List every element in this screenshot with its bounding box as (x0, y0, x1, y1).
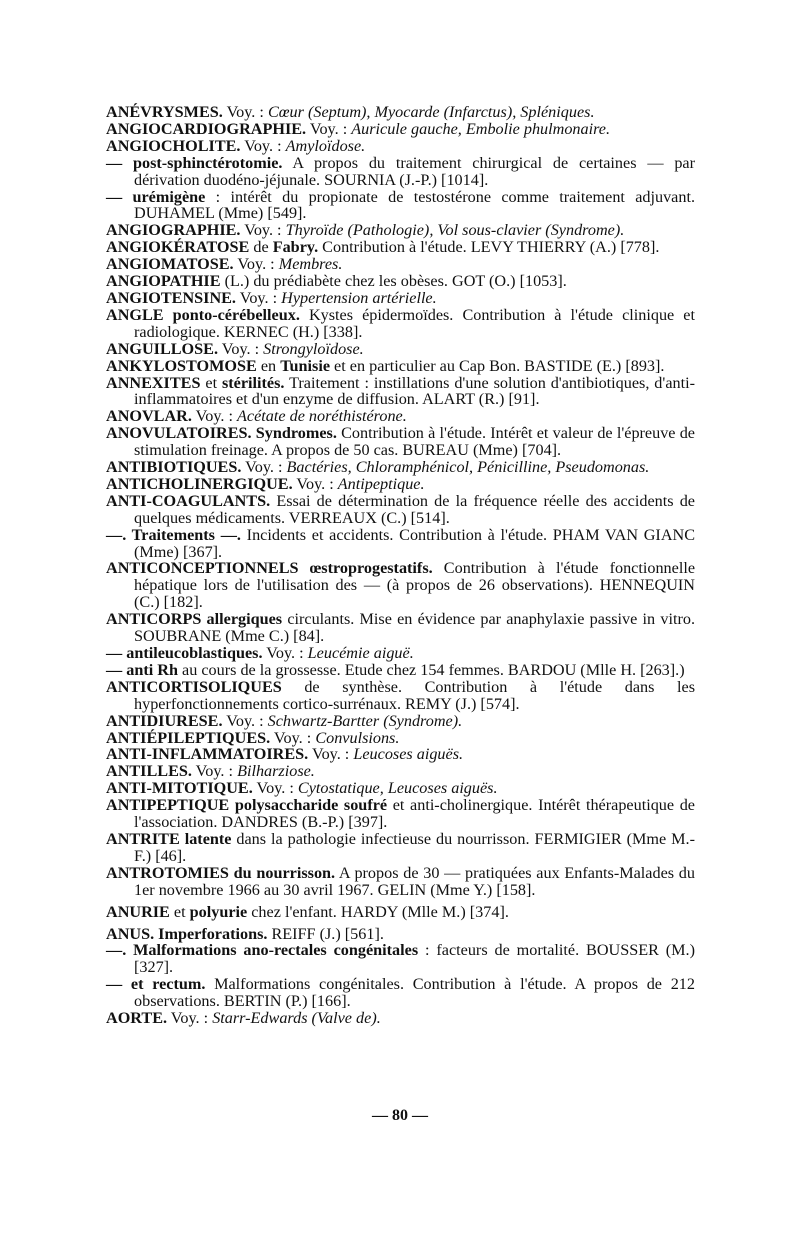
page-number: — 80 — (372, 1107, 428, 1124)
entry-headword: ANTI-MITOTIQUE. (106, 779, 253, 798)
entry-headword: ANTI-COAGULANTS. (106, 491, 271, 510)
entry-subheadword: stérilités. (221, 373, 285, 392)
index-entry (106, 713, 695, 730)
entry-headword: ANTIPEPTIQUE polysaccharide soufré (106, 796, 388, 815)
entry-headword: —. Traitements —. (106, 525, 241, 544)
index-entry (106, 560, 695, 611)
index-entry (106, 358, 695, 375)
index-entry (106, 273, 695, 290)
entry-text: Kystes épidermoïdes. Contribution à l'étude clinique et radiologique. KERNEC (H.) [338]. (134, 305, 695, 341)
entry-text: et (169, 902, 190, 921)
index-entry (106, 926, 695, 943)
entry-headword: ANTICONCEPTIONNELS œstroprogestatifs. (106, 559, 433, 578)
entry-reference: Leucoses aiguës. (353, 745, 464, 764)
entry-text-continued: Traitement : instillations d'une solution d'antibiotiques, d'anti-inflammatoires et d'un enzyme de diffusion. ALART (R.) [91]. (134, 373, 695, 409)
index-entry (106, 341, 695, 358)
entry-text: Voy. : (167, 1009, 213, 1028)
entry-headword: ANGIOCHOLITE. (106, 136, 241, 155)
entry-text: dans la pathologie infectieuse du nourrisson. FERMIGIER (Mme M.-F.) [46]. (134, 829, 695, 865)
entry-headword: — et rectum. (106, 975, 206, 994)
entry-text: Voy. : (235, 288, 282, 307)
entry-reference: Membres. (278, 255, 343, 274)
entry-reference: Bactéries, Chloramphénicol, Pénicilline, Pseudomonas. (286, 458, 650, 477)
entry-text: A propos de 30 — pratiquées aux Enfants-Malades du 1er novembre 1966 au 30 avril 1967. GELIN (Mme Y.) [158]. (134, 863, 695, 899)
entry-text: Voy. : (222, 103, 268, 121)
entry-headword: AORTE. (106, 1009, 168, 1028)
entry-text: et (200, 373, 222, 392)
entry-reference: Thyroïde (Pathologie), Vol sous-clavier (Syndrome). (285, 221, 625, 240)
entry-reference: Bilharziose. (237, 762, 315, 781)
entry-reference: Leucémie aiguë. (307, 644, 414, 662)
entry-headword: — urémigène (106, 187, 206, 206)
entry-headword: ANGIOKÉRATOSE (106, 238, 250, 257)
entry-text: (L.) du prédiabète chez les obèses. GOT (O.) [1053]. (220, 272, 567, 291)
index-entry (106, 611, 695, 645)
entry-headword: ANTILLES. (106, 762, 192, 781)
entry-reference: Acétate de noréthistérone. (237, 407, 407, 426)
entry-headword: ANGIOMATOSE. (106, 255, 234, 274)
index-entry (106, 189, 695, 223)
entry-text: Voy. : (306, 119, 352, 138)
index-entry (106, 527, 695, 561)
entry-text: Voy. : (308, 745, 354, 764)
entry-text: Voy. : (241, 458, 287, 477)
entry-headword: ANÉVRYSMES. (106, 103, 223, 121)
entry-text: Contribution à l'étude. Intérêt et valeur de l'épreuve de stimulation freinage. A propos de 50 cas. BUREAU (Mme) [704]. (134, 424, 695, 460)
entry-headword: —. Malformations ano-rectales congénitales (106, 941, 419, 960)
index-entry (106, 425, 695, 459)
index-entry (106, 679, 695, 713)
entry-headword: ANURIE (106, 902, 170, 921)
entry-text: Malformations congénitales. Contribution à l'étude. A propos de 212 observations. BERTIN (P.) [166]. (134, 975, 695, 1011)
entry-reference: Starr-Edwards (Valve de). (212, 1009, 381, 1028)
index-entry (106, 239, 695, 256)
entry-reference: Amyloïdose. (285, 136, 366, 155)
entry-headword: ANTICHOLINERGIQUE. (106, 474, 293, 493)
entry-text-continued: Contribution à l'étude. LEVY THIERRY (A.) [778]. (318, 238, 660, 257)
entry-text: Voy. : (222, 711, 268, 730)
entry-text-continued: et en particulier au Cap Bon. BASTIDE (E.) [893]. (330, 356, 665, 375)
entry-headword: — antileucoblastiques. (106, 644, 263, 662)
index-entry (106, 155, 695, 189)
entry-text: au cours de la grossesse. Etude chez 154 femmes. BARDOU (Mlle H. [263].) (177, 660, 685, 679)
index-entry (106, 662, 695, 679)
index-entry (106, 865, 695, 899)
entry-headword: ANGIOGRAPHIE. (106, 221, 241, 240)
index-entry (106, 459, 695, 476)
entry-headword: ANTICORTISOLIQUES (106, 677, 282, 696)
index-entry (106, 375, 695, 409)
index-entry (106, 222, 695, 239)
entry-headword: ANNEXITES (106, 373, 201, 392)
index-entry (106, 797, 695, 831)
entry-reference: Schwartz-Bartter (Syndrome). (267, 711, 463, 730)
entry-headword: ANOVLAR. (106, 407, 192, 426)
entry-headword: ANTIBIOTIQUES. (106, 458, 242, 477)
entry-headword: ANTICORPS allergiques (106, 610, 283, 629)
entry-text: de (249, 238, 273, 257)
entry-text: Voy. : (252, 779, 298, 798)
index-entry (106, 476, 695, 493)
entry-text: Essai de détermination de la fréquence réelle des accidents de quelques médicaments. VERREAUX (C.) [514]. (134, 491, 695, 527)
index-entry (106, 256, 695, 273)
entry-text: Voy. : (233, 255, 279, 274)
index-entry (106, 121, 695, 138)
entry-headword: ANGLE ponto-cérébelleux. (106, 305, 300, 324)
index-entry (106, 408, 695, 425)
index-entry (106, 104, 695, 121)
entry-headword: ANTIDIURESE. (106, 711, 223, 730)
index-entries (106, 104, 695, 1027)
entry-headword: — anti Rh (106, 660, 178, 679)
index-entry (106, 904, 695, 921)
entry-reference: Auricule gauche, Embolie phulmonaire. (351, 119, 611, 138)
entry-text: Voy. : (191, 762, 238, 781)
entry-subheadword: Tunisie (280, 356, 330, 375)
index-entry (106, 307, 695, 341)
entry-text: Voy. : (191, 407, 238, 426)
entry-headword: — post-sphinctérotomie. (106, 153, 283, 172)
entry-reference: Convulsions. (315, 728, 400, 747)
entry-text: : facteurs de mortalité. BOUSSER (M.) [327]. (134, 941, 695, 977)
entry-text: Contribution à l'étude fonctionnelle hépatique lors de l'utilisation des — (à propos de 26 observations). HENNEQUIN (C.) [182]. (134, 559, 696, 612)
entry-text: et anti-cholinergique. Intérêt thérapeutique de l'association. DANDRES (B.-P.) [397]. (134, 796, 695, 832)
index-entry (106, 138, 695, 155)
entry-text: A propos du traitement chirurgical de certaines — par dérivation duodéno-jéjunale. SOURNIA (J.-P.) [1014]. (134, 153, 695, 189)
index-entry (106, 763, 695, 780)
index-entry (106, 730, 695, 747)
index-entry (106, 290, 695, 307)
entry-text: Voy. : (240, 136, 286, 155)
index-entry (106, 942, 695, 976)
entry-text: REIFF (J.) [561]. (267, 924, 384, 943)
entry-headword: ANUS. Imperforations. (106, 924, 268, 943)
index-entry (106, 780, 695, 797)
entry-headword: ANGIOCARDIOGRAPHIE. (106, 119, 307, 138)
entry-headword: ANGIOPATHIE (106, 272, 221, 291)
entry-headword: ANTI-INFLAMMATOIRES. (106, 745, 309, 764)
entry-text: circulants. Mise en évidence par anaphylaxie passive in vitro. SOUBRANE (Mme C.) [84]. (134, 610, 695, 646)
index-entry (106, 645, 695, 662)
entry-headword: ANOVULATOIRES. Syndromes. (106, 424, 337, 443)
entry-headword: ANKYLOSTOMOSE (106, 356, 257, 375)
entry-reference: Cœur (Septum), Myocarde (Infarctus), Spléniques. (267, 103, 595, 121)
entry-text: de synthèse. Contribution à l'étude dans les hyperfonctionnements cortico-surrénaux. REMY (J.) [574]. (134, 677, 695, 713)
entry-text: Voy. : (240, 221, 286, 240)
index-entry (106, 746, 695, 763)
entry-reference: Cytostatique, Leucoses aiguës. (297, 779, 498, 798)
entry-subheadword: polyurie (189, 902, 248, 921)
entry-subheadword: Fabry. (272, 238, 319, 257)
entry-headword: ANTIÉPILEPTIQUES. (106, 728, 271, 747)
index-entry (106, 1010, 695, 1027)
entry-reference: Strongyloïdose. (263, 339, 364, 358)
entry-text: Voy. : (262, 644, 308, 662)
entry-text: Voy. : (270, 728, 316, 747)
entry-headword: ANGIOTENSINE. (106, 288, 236, 307)
entry-text: Voy. : (218, 339, 264, 358)
entry-headword: ANTRITE latente (106, 829, 232, 848)
entry-headword: ANTROTOMIES du nourrisson. (106, 863, 336, 882)
entry-text: en (256, 356, 281, 375)
entry-reference: Antipeptique. (337, 474, 425, 493)
entry-text-continued: chez l'enfant. HARDY (Mlle M.) [374]. (247, 902, 509, 921)
entry-text: : intérêt du propionate de testostérone comme traitement adjuvant. DUHAMEL (Mme) [549]. (134, 187, 696, 223)
index-entry (106, 831, 695, 865)
entry-text: Incidents et accidents. Contribution à l'étude. PHAM VAN GIANC (Mme) [367]. (134, 525, 695, 561)
index-entry (106, 493, 695, 527)
entry-reference: Hypertension artérielle. (281, 288, 437, 307)
index-entry (106, 976, 695, 1010)
entry-headword: ANGUILLOSE. (106, 339, 218, 358)
entry-text: Voy. : (292, 474, 338, 493)
